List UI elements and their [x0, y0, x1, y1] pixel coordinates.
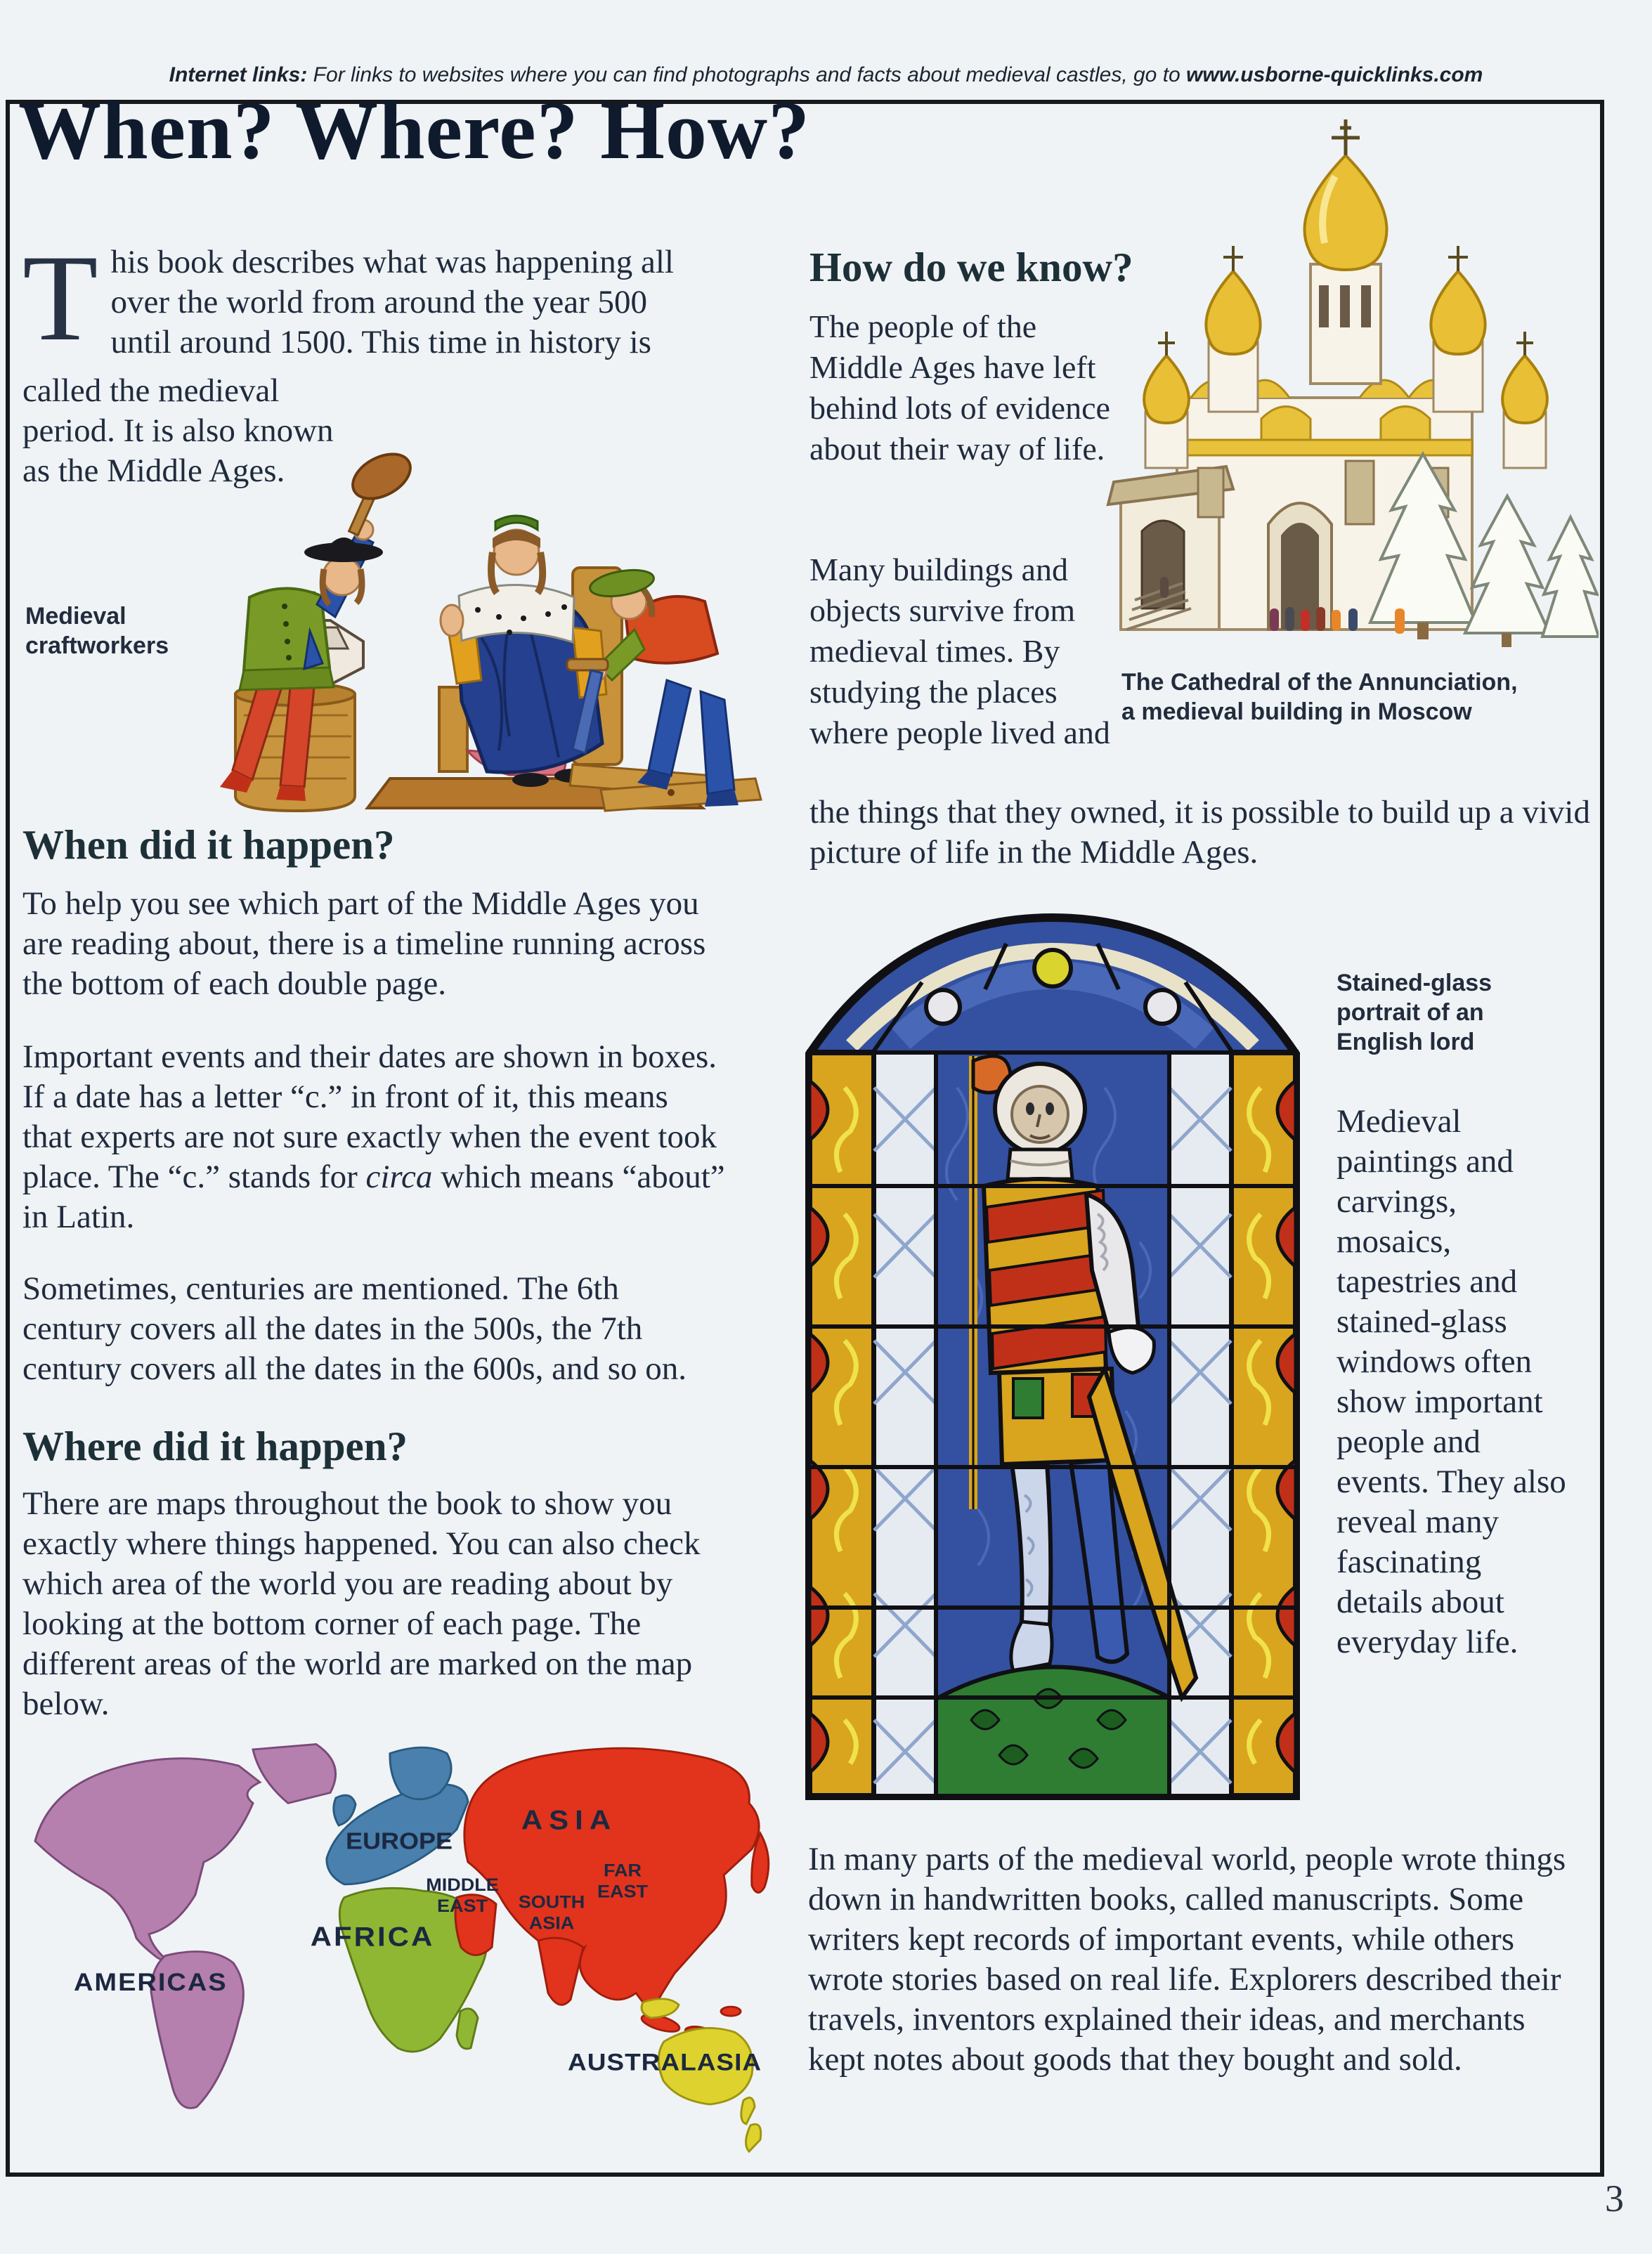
grass-mound: [936, 1667, 1169, 1796]
paintings-paragraph: Medieval paintings and carvings, mosaics, tapestries and stained-glass windows often show important people and events. They also reveal many fascinating details about everyday life.: [1336, 1103, 1566, 1660]
where-heading: Where did it happen?: [22, 1423, 408, 1469]
craftworkers-caption: Medieval craftworkers: [25, 603, 169, 659]
internet-links-url[interactable]: www.usborne-quicklinks.com: [1186, 63, 1483, 86]
map-label-australasia: AUSTRALASIA: [567, 2048, 762, 2076]
when-paragraph-2: [22, 1037, 725, 1237]
map-label-middle-east-2: EAST: [437, 1895, 488, 1916]
craftworkers-illustration: [179, 385, 783, 821]
how-heading: How do we know?: [809, 244, 1133, 290]
internet-links-text: For links to websites where you can find photographs and facts about medieval castles, go to: [307, 63, 1187, 86]
stained-glass-illustration: [802, 877, 1303, 1802]
stained-glass-caption: Stained-glass portrait of an English lord: [1336, 970, 1492, 1055]
map-label-far-east-1: FAR: [604, 1860, 642, 1881]
drop-cap: T: [22, 230, 98, 367]
map-label-middle-east-1: MIDDLE: [426, 1875, 499, 1896]
when-p2-pre: Important events and their dates are shown in boxes. If a date has a letter “c.” in front of it, this means that experts are not sure exactly when the event took place. The “c.” stands for: [22, 1038, 717, 1195]
map-label-south-asia-2: ASIA: [528, 1913, 575, 1934]
how-paragraph-3: the things that they owned, it is possible to build up a vivid picture of life in the Middle Ages.: [809, 794, 1590, 871]
map-label-far-east-2: EAST: [597, 1881, 648, 1902]
map-label-asia: ASIA: [521, 1804, 618, 1836]
intro-paragraph-wrap: called the medieval period. It is also known as the Middle Ages.: [22, 372, 334, 489]
when-p2-post: which means “about” in Latin.: [22, 1159, 725, 1235]
map-label-europe: EUROPE: [346, 1828, 453, 1855]
where-paragraph: There are maps throughout the book to show you exactly where things happened. You can also check which area of the world you are reading about by looking at the bottom corner of each page. The different areas of the world are marked on the map below.: [22, 1485, 701, 1722]
page-title: When? Where? How?: [18, 84, 811, 176]
intro-part1: his book describes what was happening all over the world from around the year 500 until around 1500. This time in history is: [110, 244, 674, 360]
how-paragraph-2: Many buildings and objects survive from medieval times. By studying the places where people lived and: [809, 552, 1110, 750]
how-paragraph-1: The people of the Middle Ages have left behind lots of evidence about their way of life.: [809, 308, 1110, 467]
intro-paragraph: [22, 230, 679, 367]
map-label-south-asia-1: SOUTH: [518, 1891, 585, 1913]
map-europe: [327, 1747, 468, 1884]
page-number: 3: [1605, 2177, 1624, 2220]
when-paragraph-3: Sometimes, centuries are mentioned. The 6th century covers all the dates in the 500s, the 7th century covers all the dates in the 600s, and so on.: [22, 1270, 687, 1387]
map-label-americas: AMERICAS: [74, 1968, 228, 1996]
map-americas: [35, 1745, 336, 2109]
when-paragraph-1: To help you see which part of the Middle Ages you are reading about, there is a timeline running across the bottom of each double page.: [22, 885, 706, 1002]
cathedral-caption: The Cathedral of the Annunciation, a medieval building in Moscow: [1121, 669, 1518, 725]
when-heading: When did it happen?: [22, 821, 395, 868]
cathedral-illustration: [1093, 117, 1599, 654]
world-map: [7, 1730, 794, 2162]
map-label-africa: AFRICA: [310, 1920, 435, 1953]
internet-links-label: Internet links:: [169, 63, 308, 86]
stained-glass-window: [809, 918, 1296, 1796]
when-p2-circa: circa: [365, 1159, 433, 1195]
manuscripts-paragraph: In many parts of the medieval world, people wrote things down in handwritten books, called manuscripts. Some writers kept records of important events, while others wrote stories based on real life. Explorers described their travels, inventors explained their ideas, and merchants kept notes about goods that they bought and sold.: [808, 1841, 1566, 2078]
